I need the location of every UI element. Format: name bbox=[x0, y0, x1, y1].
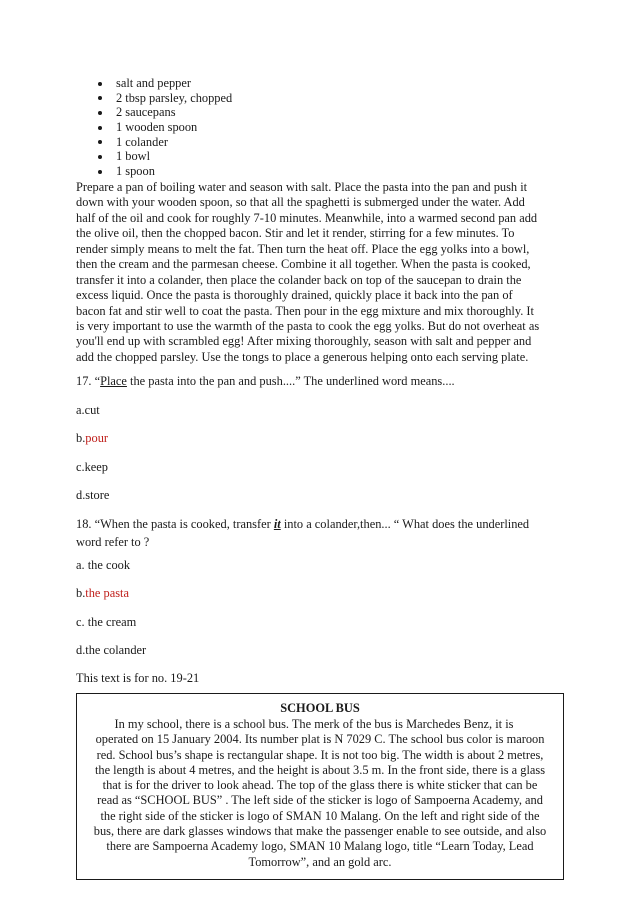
paragraph-line: then the cream and the parmesan cheese. Combine it all together. When the pasta is cooked, bbox=[76, 257, 531, 272]
option-d: d.the colander bbox=[76, 643, 147, 657]
paragraph-line: render simply means to melt the fat. Then turn the heat off. Place the egg yolks into a bowl, bbox=[76, 241, 530, 256]
bullet-icon bbox=[98, 96, 102, 100]
list-item: 1 wooden spoon bbox=[88, 120, 232, 135]
procedure-paragraph bbox=[76, 180, 566, 365]
bullet-icon bbox=[98, 155, 102, 159]
list-item: 1 bowl bbox=[88, 149, 232, 164]
section-intro: This text is for no. 19-21 bbox=[76, 671, 200, 685]
reading-line: there are Sampoerna Academy logo, SMAN 10 Malang logo, title “Learn Today, Lead bbox=[106, 839, 534, 854]
question-18-continuation: word refer to ? bbox=[76, 535, 150, 549]
question-18: 18. “When the pasta is cooked, transfer it into a colander,then... “ What does the underlined bbox=[76, 517, 530, 531]
option-c: c.keep bbox=[76, 460, 108, 474]
list-item: 2 tbsp parsley, chopped bbox=[88, 91, 232, 106]
underlined-word: it bbox=[273, 517, 281, 531]
reading-body bbox=[77, 717, 563, 870]
paragraph-line: the olive oil, then the chopped bacon. Stir and let it render, stirring for a few minutes. To bbox=[76, 226, 515, 241]
list-item: 2 saucepans bbox=[88, 105, 232, 120]
reading-line: operated on 15 January 2004. Its number plat is N 7029 C. The school bus color is maroon bbox=[95, 732, 545, 747]
option-b-answer: b.pour bbox=[76, 431, 109, 445]
paragraph-line: Prepare a pan of boiling water and season with salt. Place the pasta into the pan and push it bbox=[76, 180, 528, 194]
option-a: a. the cook bbox=[76, 558, 131, 572]
reading-line: In my school, there is a school bus. The merk of the bus is Marchedes Benz, it is bbox=[114, 717, 514, 731]
question-17: 17. “Place the pasta into the pan and push....” The underlined word means.... bbox=[76, 374, 455, 388]
reading-line: the length is about 4 metres, and the height is about 3.5 m. In the front side, there is a glass bbox=[94, 762, 546, 777]
reading-line: read as “SCHOOL BUS” . The left side of the sticker is logo of Sampoerna Academy, and bbox=[97, 793, 543, 808]
reading-line: bus, there are dark glasses windows that make the passenger enable to see outside, and also bbox=[93, 824, 547, 839]
paragraph-line: you'll end up with scrambled egg! After mixing thoroughly, season with salt and pepper and bbox=[76, 334, 532, 349]
tools-list bbox=[88, 76, 232, 179]
paragraph-line: add the chopped parsley. Use the tongs to place a generous helping onto each serving plate. bbox=[76, 349, 529, 364]
reading-title: SCHOOL BUS bbox=[280, 701, 360, 715]
option-a: a.cut bbox=[76, 403, 100, 417]
reading-line: the right side of the sticker is logo of SMAN 10 Malang. On the left and right side of the bbox=[100, 808, 540, 823]
bullet-icon bbox=[98, 140, 102, 144]
bullet-icon bbox=[98, 82, 102, 86]
reading-text-box bbox=[76, 693, 564, 880]
option-c: c. the cream bbox=[76, 615, 137, 629]
paragraph-line: excess liquid. Once the pasta is thoroughly drained, quickly place it back into the pan of bbox=[76, 288, 513, 303]
reading-line: red. School bus’s shape is rectangular shape. It is not too big. The width is about 2 metres, bbox=[96, 747, 544, 762]
list-item: 1 spoon bbox=[88, 164, 232, 179]
list-item: 1 colander bbox=[88, 135, 232, 150]
underlined-word: Place bbox=[100, 374, 127, 388]
bullet-icon bbox=[98, 170, 102, 174]
paragraph-line: half of the oil and cook for roughly 7-10 minutes. Meanwhile, into a warmed second pan add bbox=[76, 210, 538, 225]
bullet-icon bbox=[98, 111, 102, 115]
list-item: salt and pepper bbox=[88, 76, 232, 91]
reading-line: Tomorrow”, and an gold arc. bbox=[248, 854, 392, 869]
option-b-answer: b.the pasta bbox=[76, 586, 129, 600]
bullet-icon bbox=[98, 126, 102, 130]
reading-line: that is for the driver to look ahead. The top of the glass there is white sticker that can be bbox=[102, 778, 538, 793]
paragraph-line: bacon fat and stir well to coat the pasta. Then pour in the egg mixture and mix thoroughly. It bbox=[76, 303, 534, 318]
paragraph-line: transfer it into a colander, then place the colander back on top of the saucepan to drain the bbox=[76, 272, 522, 287]
paragraph-line: is very important to use the warmth of the pasta to cook the egg yolks. But do not overheat as bbox=[76, 318, 540, 333]
option-d: d.store bbox=[76, 488, 110, 502]
paragraph-line: down with your wooden spoon, so that all the spaghetti is submerged under the water. Add bbox=[76, 195, 525, 210]
